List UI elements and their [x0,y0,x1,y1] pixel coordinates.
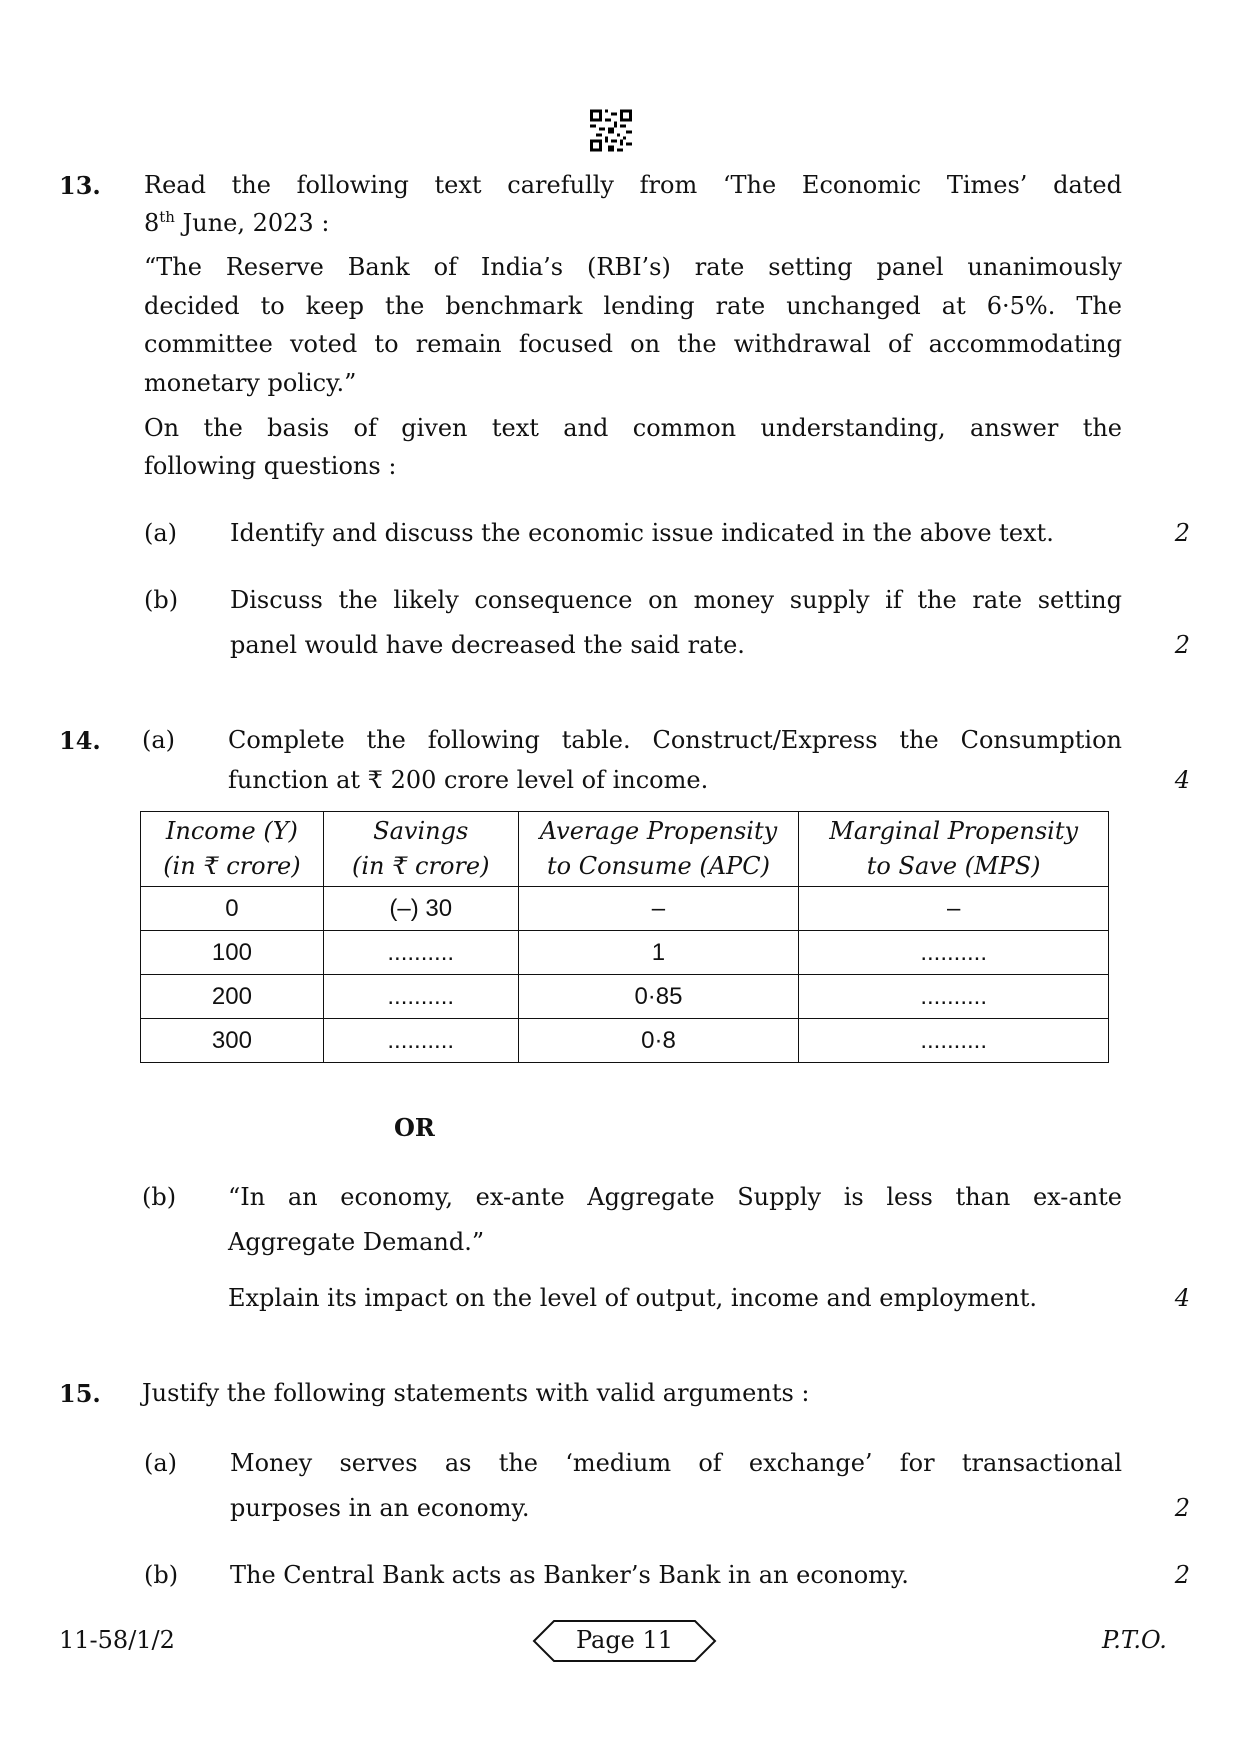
question-number-14: 14. [59,726,101,755]
q13b-text: panel would have decreased the said rate. [230,631,745,659]
date-rest: June, 2023 : [174,209,330,237]
q13-intro: Read the following text carefully from ‘The Economic Times’ dated [144,171,1122,199]
q13a-text: Identify and discuss the economic issue indicated in the above text. [230,519,1054,547]
q14a-marks: 4 [1174,766,1190,794]
q13-instruction: On the basis of given text and common understanding, answer the [144,414,1122,442]
pto-label: P.T.O. [1102,1626,1167,1654]
cell-income: 300 [141,1019,324,1063]
header-savings: Savings (in ₹ crore) [323,812,518,887]
q13-quote-line: “The Reserve Bank of India’s (RBI’s) rate setting panel unanimously [144,253,1122,281]
question-number-15: 15. [59,1379,101,1408]
q13a-label: (a) [144,519,178,547]
q14b-text: Aggregate Demand.” [228,1228,485,1256]
q13-quote-line: monetary policy.” [144,369,357,397]
cell-savings: .......... [323,931,518,975]
q14b-instruction: Explain its impact on the level of output, income and employment. [228,1284,1037,1312]
table-row [141,975,1109,1019]
q15a-text: purposes in an economy. [230,1494,530,1522]
table-header-row [141,812,1109,887]
table-row [141,1019,1109,1063]
paper-code: 11-58/1/2 [59,1626,175,1654]
cell-savings: (–) 30 [323,887,518,931]
cell-savings: .......... [323,975,518,1019]
header-apc: Average Propensity to Consume (APC) [518,812,799,887]
header-income: Income (Y) (in ₹ crore) [141,812,324,887]
cell-mps: .......... [799,1019,1109,1063]
date-suffix: th [159,208,175,226]
q14b-text: “In an economy, ex-ante Aggregate Supply is less than ex-ante [228,1183,1122,1211]
cell-mps: .......... [799,975,1109,1019]
cell-apc: 0·85 [518,975,799,1019]
q14a-text: function at ₹ 200 crore level of income. [228,766,709,794]
qr-code-icon [590,109,632,152]
q15-intro: Justify the following statements with valid arguments : [142,1379,810,1407]
cell-mps: .......... [799,931,1109,975]
q15b-label: (b) [144,1561,179,1589]
cell-savings: .......... [323,1019,518,1063]
q15b-marks: 2 [1174,1561,1190,1589]
q14a-label: (a) [142,726,176,754]
q15a-marks: 2 [1174,1494,1190,1522]
question-number-13: 13. [59,171,101,200]
q14b-marks: 4 [1174,1284,1190,1312]
q13-date [144,208,329,237]
q13b-label: (b) [144,586,179,614]
cell-income: 0 [141,887,324,931]
q13a-marks: 2 [1174,519,1190,547]
q13-instruction: following questions : [144,452,397,480]
q15a-label: (a) [144,1449,178,1477]
q15a-text: Money serves as the ‘medium of exchange’ for transactional [230,1449,1122,1477]
cell-income: 200 [141,975,324,1019]
q15b-text: The Central Bank acts as Banker’s Bank in an economy. [230,1561,909,1589]
cell-apc: 0·8 [518,1019,799,1063]
q14a-text: Complete the following table. Construct/Express the Consumption [228,726,1122,754]
table-row [141,931,1109,975]
q13b-marks: 2 [1174,631,1190,659]
consumption-table [140,811,1109,1063]
cell-apc: 1 [518,931,799,975]
cell-apc: – [518,887,799,931]
cell-mps: – [799,887,1109,931]
q13-quote-line: decided to keep the benchmark lending rate unchanged at 6·5%. The [144,292,1122,320]
table-row [141,887,1109,931]
page-number: Page 11 [575,1626,674,1654]
cell-income: 100 [141,931,324,975]
header-mps: Marginal Propensity to Save (MPS) [799,812,1109,887]
or-separator: OR [394,1113,435,1142]
q13-quote-line: committee voted to remain focused on the withdrawal of accommodating [144,330,1122,358]
q13b-text: Discuss the likely consequence on money supply if the rate setting [230,586,1122,614]
q14b-label: (b) [142,1183,177,1211]
date-day: 8 [144,209,160,237]
